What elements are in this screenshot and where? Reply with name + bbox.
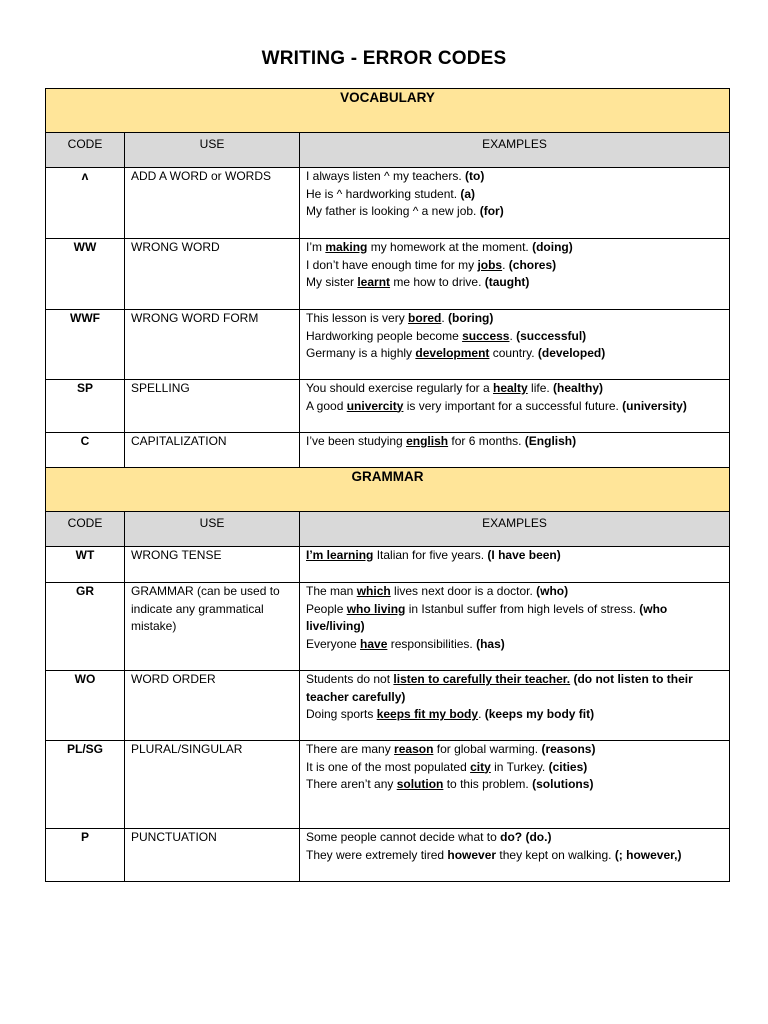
example-text: Doing sports	[306, 707, 377, 721]
error-highlight: making	[325, 240, 368, 254]
table-body	[46, 89, 730, 882]
code-examples	[300, 671, 730, 741]
correction: (who live/living)	[306, 601, 668, 633]
code-examples	[300, 741, 730, 829]
example-line	[306, 186, 723, 204]
example-text: I don’t have enough time for my	[306, 257, 478, 272]
error-code: SP	[46, 380, 125, 433]
error-highlight: development	[415, 346, 490, 360]
error-highlight: which	[356, 584, 391, 598]
example-line	[306, 239, 723, 257]
error-highlight: city	[470, 759, 491, 774]
section-header-row	[46, 89, 730, 133]
example-line	[306, 274, 723, 292]
example-line	[306, 741, 723, 759]
example-text: My father is looking ^ a new job.	[306, 204, 480, 218]
code-examples	[300, 239, 730, 310]
column-header-row	[46, 133, 730, 168]
example-text: to this problem.	[443, 777, 533, 791]
correction: (healthy)	[553, 381, 604, 395]
code-use: PLURAL/SINGULAR	[125, 741, 300, 829]
example-line	[306, 203, 723, 221]
error-highlight: english	[406, 434, 449, 448]
page-title: WRITING - ERROR CODES	[261, 48, 507, 69]
code-examples	[300, 547, 730, 583]
code-use: PUNCTUATION	[125, 829, 300, 882]
example-text: me how to drive.	[390, 275, 485, 289]
column-header-examples: EXAMPLES	[300, 512, 730, 547]
example-text: My sister	[306, 275, 358, 289]
correction: (taught)	[484, 275, 530, 289]
correction: (to)	[465, 169, 485, 183]
error-highlight: keeps fit my body	[376, 707, 479, 721]
error-highlight: univercity	[346, 398, 404, 413]
error-code: GR	[46, 583, 125, 671]
error-highlight: success	[462, 328, 510, 343]
error-codes-table	[45, 88, 730, 882]
example-line	[306, 776, 723, 794]
error-highlight: learnt	[357, 275, 391, 289]
code-use: SPELLING	[125, 380, 300, 433]
column-header-row	[46, 512, 730, 547]
example-text: There are many	[306, 742, 395, 756]
example-text: .	[509, 328, 517, 343]
error-code: PL/SG	[46, 741, 125, 829]
correction: (English)	[524, 434, 577, 448]
example-line	[306, 547, 723, 565]
example-text: lives next door is a doctor.	[390, 584, 537, 598]
error-highlight: listen to carefully their teacher.	[393, 672, 571, 686]
correction: (who)	[536, 584, 569, 598]
table-row	[46, 741, 730, 829]
example-text: I always listen ^ my teachers.	[306, 169, 466, 183]
example-text: in Istanbul suffer from high levels of stress.	[405, 601, 640, 616]
error-code: C	[46, 433, 125, 468]
error-highlight: healty	[493, 381, 528, 395]
correction: (I have been)	[487, 548, 561, 562]
correction: (successful)	[516, 328, 587, 343]
correction: (developed)	[537, 346, 606, 360]
correction: (a)	[460, 186, 476, 201]
example-text: The man	[306, 584, 357, 598]
section-title: VOCABULARY	[46, 89, 730, 133]
error-highlight: reason	[394, 742, 434, 756]
code-use: GRAMMAR (can be used to indicate any grammatical mistake)	[125, 583, 300, 671]
code-use: ADD A WORD or WORDS	[125, 168, 300, 239]
example-text: He is ^ hardworking student.	[306, 186, 461, 201]
table-row	[46, 310, 730, 380]
error-code: P	[46, 829, 125, 882]
code-examples	[300, 380, 730, 433]
example-text: my homework at the moment.	[367, 240, 533, 254]
error-highlight: have	[360, 636, 388, 651]
error-highlight: solution	[396, 777, 444, 791]
code-examples	[300, 168, 730, 239]
example-line	[306, 433, 723, 451]
code-use: WORD ORDER	[125, 671, 300, 741]
example-line	[306, 328, 723, 346]
code-use: WRONG WORD	[125, 239, 300, 310]
error-highlight: I’m learning	[306, 548, 374, 562]
example-text: Students do not	[306, 672, 394, 686]
correction: however	[447, 847, 497, 862]
example-text: in Turkey.	[490, 759, 549, 774]
table-row	[46, 433, 730, 468]
example-text: .	[502, 257, 509, 272]
example-line	[306, 257, 723, 275]
example-text: .	[478, 707, 485, 721]
correction: (chores)	[508, 257, 557, 272]
example-text: They were extremely tired	[306, 847, 448, 862]
example-text: they kept on walking.	[496, 847, 615, 862]
example-text: for global warming.	[433, 742, 542, 756]
code-examples	[300, 433, 730, 468]
code-use: WRONG WORD FORM	[125, 310, 300, 380]
column-header-use: USE	[125, 133, 300, 168]
column-header-code: CODE	[46, 133, 125, 168]
example-line	[306, 829, 723, 847]
error-code: WO	[46, 671, 125, 741]
example-text: You should exercise regularly for a	[306, 381, 493, 395]
error-code: WW	[46, 239, 125, 310]
table-row	[46, 583, 730, 671]
error-code: WT	[46, 547, 125, 583]
example-text: Italian for five years.	[373, 548, 488, 562]
table-row	[46, 829, 730, 882]
example-line	[306, 398, 723, 416]
example-line	[306, 345, 723, 363]
correction: do? (do.)	[500, 830, 552, 844]
code-examples	[300, 829, 730, 882]
correction: (solutions)	[532, 777, 594, 791]
example-text: responsibilities.	[387, 636, 477, 651]
error-highlight: bored	[408, 311, 442, 325]
correction: (; however,)	[614, 847, 682, 862]
example-line	[306, 380, 723, 398]
example-line	[306, 636, 723, 654]
correction: (has)	[476, 636, 505, 651]
correction: (do not listen to their teacher carefully)	[306, 672, 693, 704]
example-text: People	[306, 601, 347, 616]
column-header-use: USE	[125, 512, 300, 547]
code-examples	[300, 583, 730, 671]
column-header-code: CODE	[46, 512, 125, 547]
section-title: GRAMMAR	[46, 468, 730, 512]
correction: (doing)	[532, 240, 573, 254]
section-header-row	[46, 468, 730, 512]
error-highlight: jobs	[477, 257, 503, 272]
example-text: Some people cannot decide what to	[306, 830, 501, 844]
example-text: for 6 months.	[448, 434, 525, 448]
correction: (university)	[622, 398, 687, 413]
example-line	[306, 583, 723, 601]
correction: (keeps my body fit)	[484, 707, 595, 721]
example-text: I’ve been studying	[306, 434, 407, 448]
example-line	[306, 671, 723, 706]
table-row	[46, 547, 730, 583]
error-code: ʌ	[46, 168, 125, 239]
example-text: country.	[489, 346, 538, 360]
example-line	[306, 601, 723, 636]
example-text: I’m	[306, 240, 326, 254]
example-line	[306, 706, 723, 724]
correction: (reasons)	[541, 742, 596, 756]
table-row	[46, 239, 730, 310]
table-row	[46, 168, 730, 239]
example-text: Hardworking people become	[306, 328, 463, 343]
table-row	[46, 380, 730, 433]
example-text: is very important for a successful future.	[403, 398, 623, 413]
code-examples	[300, 310, 730, 380]
example-text: It is one of the most populated	[306, 759, 471, 774]
error-highlight: who living	[346, 601, 406, 616]
example-text: This lesson is very	[306, 311, 409, 325]
correction: (boring)	[448, 311, 494, 325]
example-text: There aren’t any	[306, 777, 397, 791]
code-use: WRONG TENSE	[125, 547, 300, 583]
error-code: WWF	[46, 310, 125, 380]
example-text: Germany is a highly	[306, 346, 416, 360]
column-header-examples: EXAMPLES	[300, 133, 730, 168]
example-text: A good	[306, 398, 347, 413]
table-row	[46, 671, 730, 741]
example-text: Everyone	[306, 636, 361, 651]
code-use: CAPITALIZATION	[125, 433, 300, 468]
correction: (cities)	[548, 759, 588, 774]
example-line	[306, 168, 723, 186]
example-line	[306, 310, 723, 328]
example-text: life.	[527, 381, 554, 395]
correction: (for)	[479, 204, 504, 218]
example-line	[306, 759, 723, 777]
example-line	[306, 847, 723, 865]
example-text: .	[441, 311, 449, 325]
